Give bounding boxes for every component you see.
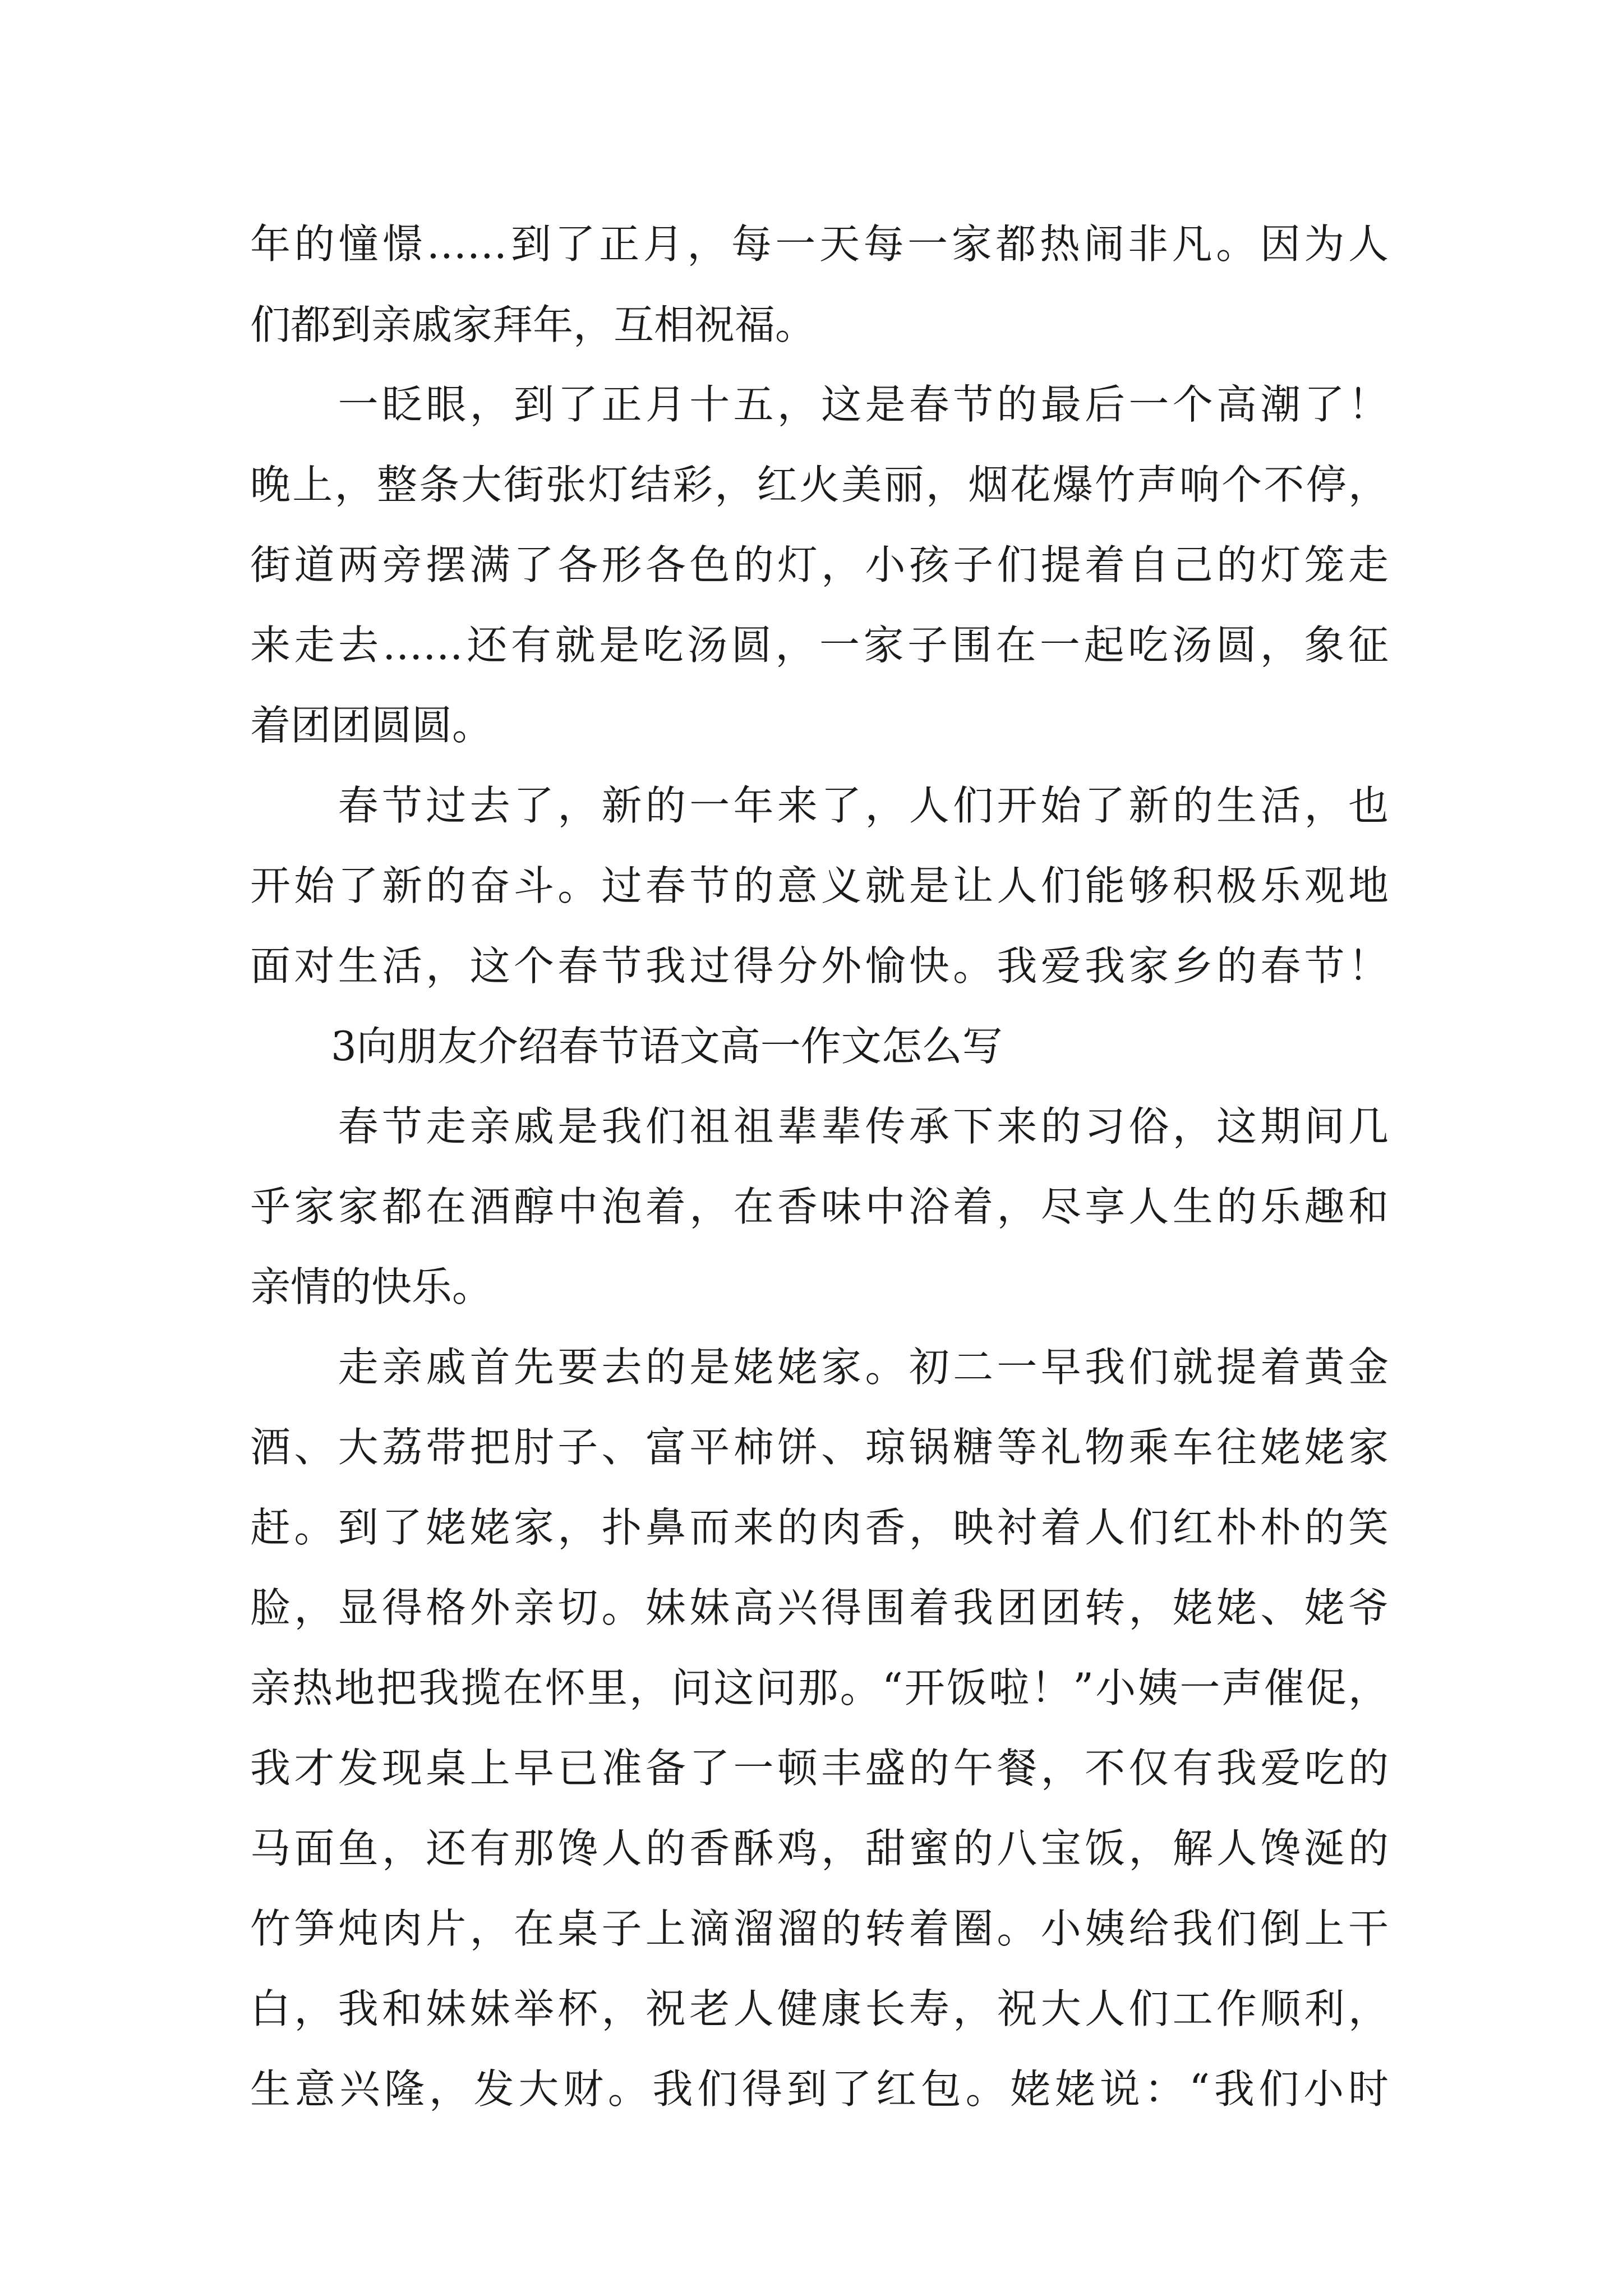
text-line: 年的憧憬……到了正月，每一天每一家都热闹非凡。因为人 [250,220,1389,268]
text-line: 竹笋炖肉片，在桌子上滴溜溜的转着圈。小姨给我们倒上干 [250,1905,1389,1952]
text-line: 开始了新的奋斗。过春节的意义就是让人们能够积极乐观地 [250,862,1389,909]
text-line: 亲情的快乐。 [250,1263,493,1310]
text-line: 一眨眼，到了正月十五，这是春节的最后一个高潮了！ [250,381,1389,428]
text-line: 走亲戚首先要去的是姥姥家。初二一早我们就提着黄金 [250,1343,1389,1391]
text-line: 酒、大荔带把肘子、富平柿饼、琼锅糖等礼物乘车往姥姥家 [250,1424,1389,1471]
text-line: 春节过去了，新的一年来了，人们开始了新的生活，也 [250,782,1389,829]
text-line: 们都到亲戚家拜年，互相祝福。 [250,301,816,348]
text-line: 晚上，整条大街张灯结彩，红火美丽，烟花爆竹声响个不停， [250,461,1389,508]
text-line: 生意兴隆，发大财。我们得到了红包。姥姥说：“我们小时 [250,2065,1389,2113]
text-line: 来走去……还有就是吃汤圆，一家子围在一起吃汤圆，象征 [250,622,1389,669]
section-heading: 3向朋友介绍春节语文高一作文怎么写 [250,1023,1003,1070]
text-line: 我才发现桌上早已准备了一顿丰盛的午餐，不仅有我爱吃的 [250,1745,1389,1792]
text-line: 着团团圆圆。 [250,702,493,749]
text-line: 春节走亲戚是我们祖祖辈辈传承下来的习俗，这期间几 [250,1103,1389,1150]
text-line: 白，我和妹妹举杯，祝老人健康长寿，祝大人们工作顺利， [250,1985,1389,2032]
text-line: 亲热地把我揽在怀里，问这问那。“开饭啦！”小姨一声催促， [250,1664,1389,1711]
text-line: 赶。到了姥姥家，扑鼻而来的肉香，映衬着人们红朴朴的笑 [250,1504,1389,1551]
text-line: 马面鱼，还有那馋人的香酥鸡，甜蜜的八宝饭，解人馋涎的 [250,1825,1389,1872]
text-line: 脸，显得格外亲切。妹妹高兴得围着我团团转，姥姥、姥爷 [250,1584,1389,1631]
text-line: 面对生活，这个春节我过得分外愉快。我爱我家乡的春节！ [250,942,1389,990]
text-line: 街道两旁摆满了各形各色的灯，小孩子们提着自己的灯笼走 [250,541,1389,588]
text-line: 乎家家都在酒醇中泡着，在香味中浴着，尽享人生的乐趣和 [250,1183,1389,1230]
